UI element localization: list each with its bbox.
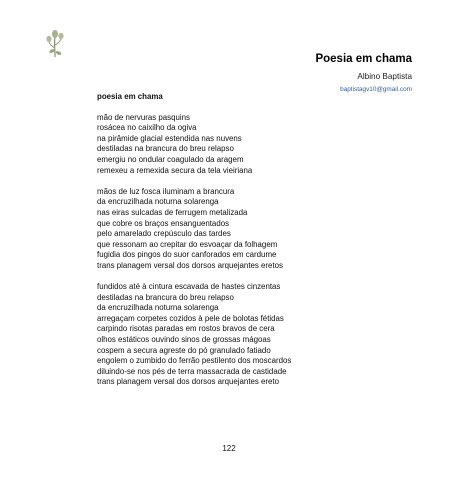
- poem-line: destiladas na brancura do breu relapso: [97, 292, 234, 302]
- poem-line: trans planagem versal dos dorsos arquejantes ereto: [97, 377, 280, 387]
- poem-line: destiladas na brancura do breu relapso: [97, 144, 234, 154]
- poem-line: nas eiras sulcadas de ferrugem metalizada: [97, 207, 248, 217]
- stanza: [97, 113, 417, 177]
- document-title: Poesia em chama: [315, 53, 412, 65]
- poem-line: arregaçam corpetes cozidos à pele de bolotas fétidas: [97, 313, 284, 323]
- document-header: [315, 52, 412, 94]
- poem-line: olhos estáticos ouvindo sinos de grossas mágoas: [97, 335, 271, 345]
- poem-line: na pirâmide glacial estendida nas nuvens: [97, 133, 242, 143]
- poem-line: da encruzilhada noturna solarenga: [97, 303, 219, 313]
- flower-sprig-icon: [44, 28, 66, 58]
- poem-line: que ressonam ao crepitar do esvoaçar da folhagem: [97, 239, 278, 249]
- poem-line: emergiu no ondular coagulado da aragem: [97, 154, 244, 164]
- poem-line: rosácea no caixilho da ogiva: [97, 123, 197, 133]
- page-number: 122: [222, 444, 236, 453]
- poem-body: [97, 92, 417, 399]
- poem-line: diluindo-se nos pés de terra massacrada de castidade: [97, 366, 287, 376]
- poem-line: carpindo risotas paradas em rostos bravos de cera: [97, 324, 275, 334]
- stanza: [97, 282, 417, 388]
- poem-line: engolem o zumbido do ferrão pestilento dos moscardos: [97, 356, 292, 366]
- author-email-link[interactable]: baptistagv10@gmail.com: [340, 86, 412, 93]
- poem-line: da encruzilhada noturna solarenga: [97, 197, 219, 207]
- poem-line: cospem a secura agreste do pó granulado fatiado: [97, 345, 271, 355]
- poem-line: fugidia dos pingos do suor canforados em cardume: [97, 250, 277, 260]
- poem-line: mãos de luz fosca iluminam a brancura: [97, 186, 235, 196]
- poem-line: que cobre os braços ensanguentados: [97, 218, 230, 228]
- poem-line: pelo amarelado crepúsculo das tardes: [97, 229, 231, 239]
- author-name: Albino Baptista: [357, 72, 412, 81]
- poem-line: remexeu a remexida secura da tela vieiriana: [97, 165, 253, 175]
- poem-line: fundidos até à cintura escavada de hastes cinzentas: [97, 282, 281, 292]
- poem-line: trans planagem versal dos dorsos arquejantes eretos: [97, 260, 283, 270]
- poem-line: mão de nervuras pasquins: [97, 112, 190, 122]
- stanza: [97, 187, 417, 272]
- poem-title: poesia em chama: [97, 92, 163, 101]
